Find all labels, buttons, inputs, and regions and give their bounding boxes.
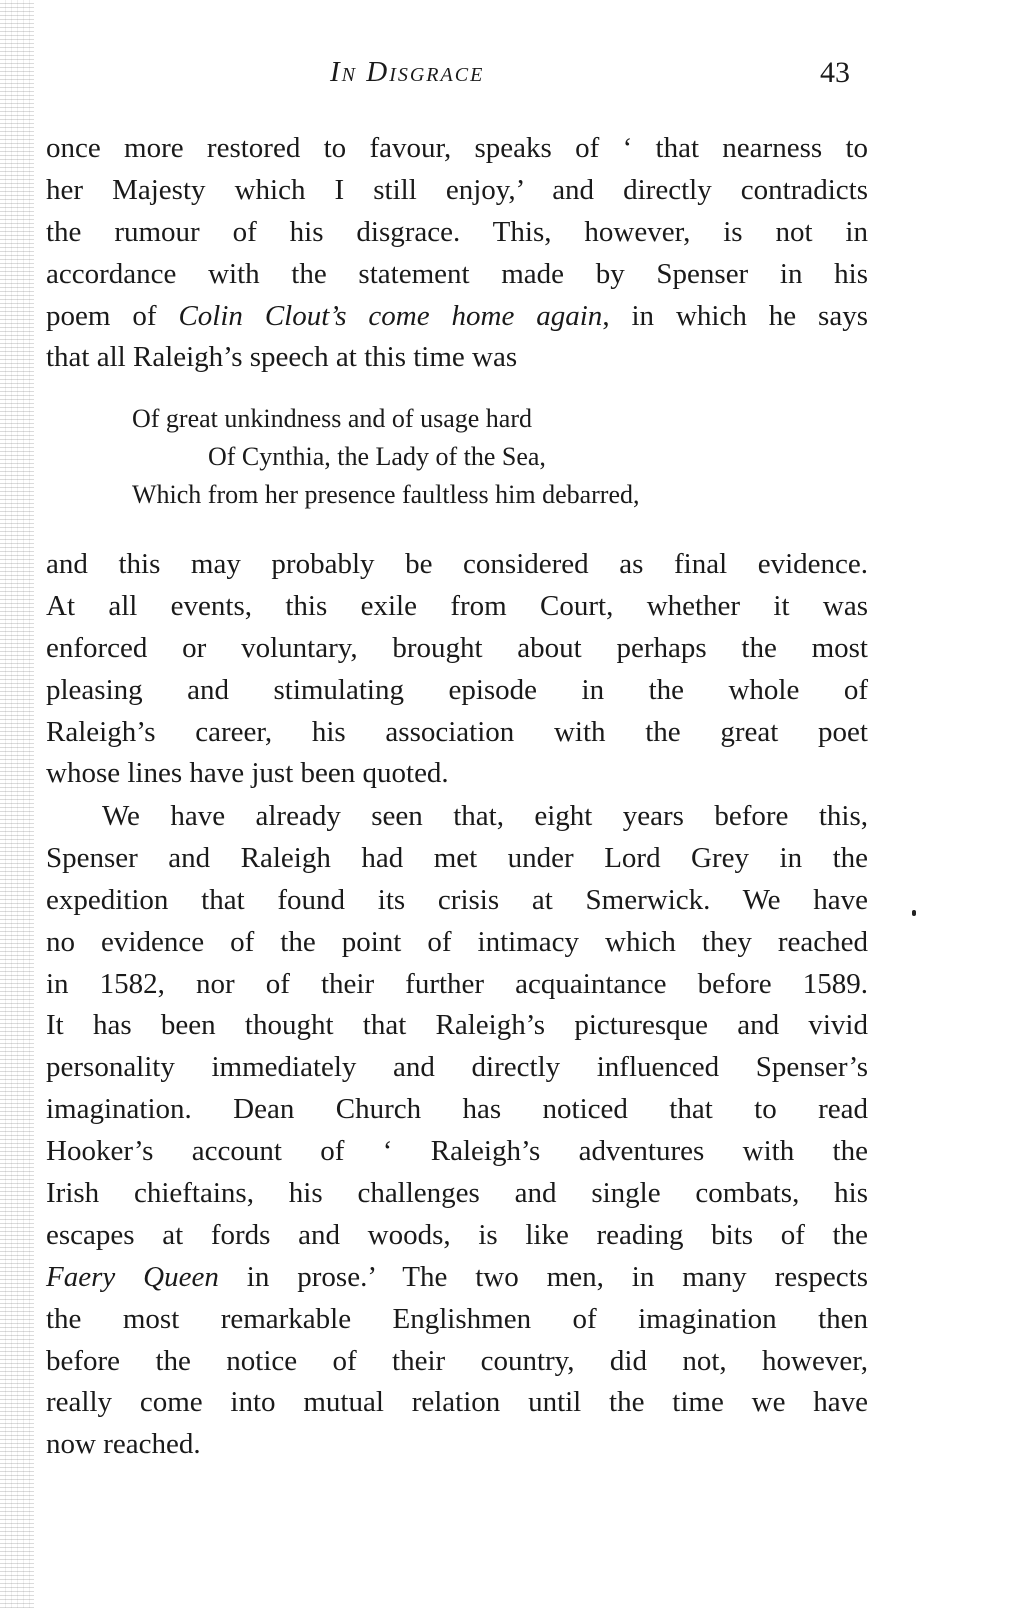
text-line: Hooker’s account of ‘ Raleigh’s adventures with the <box>46 1135 868 1168</box>
text-line: enforced or voluntary, brought about perhaps the most <box>46 631 868 664</box>
text-line: whose lines have just been quoted. <box>46 757 449 790</box>
text-line: once more restored to favour, speaks of ‘ that nearness to <box>46 132 868 164</box>
text-line: her Majesty which I still enjoy,’ and directly contradicts <box>46 173 868 206</box>
text-line: escapes at fords and woods, is like reading bits of the <box>46 1218 868 1251</box>
verse-line: Of great unkindness and of usage hard <box>132 404 532 433</box>
running-title: In Disgrace <box>330 56 485 88</box>
verse-line: Of Cynthia, the Lady of the Sea, <box>208 442 546 471</box>
text-line: accordance with the statement made by Spenser in his <box>46 257 868 290</box>
text-line: It has been thought that Raleigh’s picturesque and vivid <box>46 1009 868 1042</box>
text-line: At all events, this exile from Court, whether it was <box>46 589 868 622</box>
text-line: now reached. <box>46 1428 201 1461</box>
text-line <box>46 1257 868 1299</box>
verse-line: Which from her presence faultless him debarred, <box>132 480 640 509</box>
text-line: really come into mutual relation until the time we have <box>46 1386 868 1419</box>
running-head <box>0 56 1014 96</box>
paragraph-3 <box>46 796 868 1466</box>
ink-speck <box>912 910 916 916</box>
book-title: Faery Queen <box>46 1260 219 1293</box>
text-line: before the notice of their country, did not, however, <box>46 1344 868 1377</box>
page-number: 43 <box>820 56 850 89</box>
text-line: We have already seen that, eight years before this, <box>102 800 868 832</box>
text-line: and this may probably be considered as final evidence. <box>46 548 868 580</box>
text-line: personality immediately and directly influenced Spenser’s <box>46 1051 868 1084</box>
text-fragment: poem of <box>46 299 179 332</box>
text-line: pleasing and stimulating episode in the whole of <box>46 673 868 706</box>
paragraph-2 <box>46 544 868 795</box>
text-fragment: in prose.’ The two men, in many respects <box>218 1260 868 1293</box>
text-line: the most remarkable Englishmen of imagination then <box>46 1302 868 1335</box>
text-line: the rumour of his disgrace. This, however, is not in <box>46 215 868 248</box>
text-line: imagination. Dean Church has noticed that to read <box>46 1093 868 1126</box>
text-line: no evidence of the point of intimacy which they reached <box>46 925 868 958</box>
paragraph-1 <box>46 128 868 379</box>
poem-title: Colin Clout’s come home again <box>178 299 603 332</box>
text-line: Irish chieftains, his challenges and single combats, his <box>46 1177 868 1210</box>
text-fragment: , in which he says <box>602 299 868 332</box>
text-line: in 1582, nor of their further acquaintance before 1589. <box>46 967 868 1000</box>
scan-gutter-edge <box>0 0 34 1608</box>
text-line: expedition that found its crisis at Smerwick. We have <box>46 883 868 916</box>
text-line: Spenser and Raleigh had met under Lord Grey in the <box>46 841 868 874</box>
text-line <box>46 296 868 338</box>
text-line: that all Raleigh’s speech at this time was <box>46 341 518 374</box>
text-line: Raleigh’s career, his association with the great poet <box>46 715 868 748</box>
